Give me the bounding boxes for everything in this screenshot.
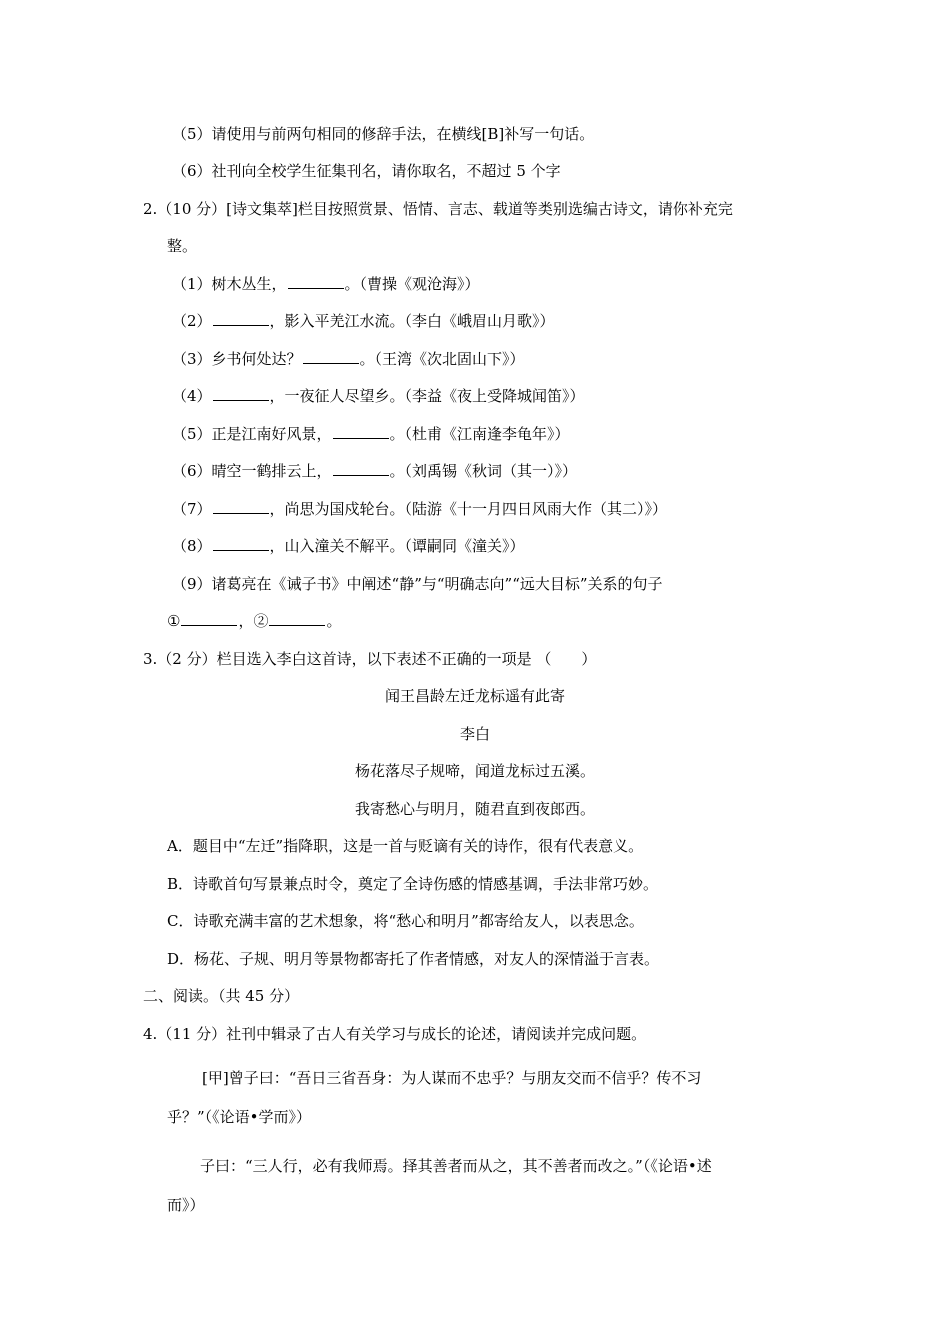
q2-stem-cont: 整。 <box>167 237 198 255</box>
poem-line-1: 杨花落尽子规啼，闻道龙标过五溪。 <box>354 762 595 780</box>
q2-item-7: （7） ，尚思为国戍轮台。（陆游《十一月四日风雨大作（其二）》） <box>172 500 668 518</box>
answer-blank[interactable] <box>333 424 389 439</box>
answer-blank[interactable] <box>181 611 237 626</box>
answer-blank[interactable] <box>288 274 344 289</box>
q4-zi-line-2: 而》） <box>167 1196 205 1214</box>
q2-item-5: （5）正是江南好风景， 。（杜甫《江南逢李龟年》） <box>172 425 570 443</box>
q2-item-6: （6）晴空一鹤排云上， 。（刘禹锡《秋词（其一）》） <box>172 462 578 480</box>
q2-stem: 2.（10 分）[诗文集萃]栏目按照赏景、悟情、言志、载道等类别选编古诗文，请你补充完 <box>143 200 733 218</box>
answer-blank[interactable] <box>213 311 269 326</box>
q2-item-9-blanks: ① ，② 。 <box>167 612 342 630</box>
answer-blank[interactable] <box>213 386 269 401</box>
q3-option-c: C．诗歌充满丰富的艺术想象，将“愁心和明月”都寄给友人，以表思念。 <box>167 912 644 930</box>
q4-jia-line-1: [甲]曾子曰：“吾日三省吾身：为人谋而不忠乎？与朋友交而不信乎？传不习 <box>202 1069 702 1087</box>
q2-item-2: （2） ，影入平羌江水流。（李白《峨眉山月歌》） <box>172 312 555 330</box>
answer-blank[interactable] <box>269 611 325 626</box>
q3-option-b: B．诗歌首句写景兼点时令，奠定了全诗伤感的情感基调，手法非常巧妙。 <box>167 875 659 893</box>
section-heading: 二、阅读。（共 45 分） <box>143 987 300 1005</box>
q4-jia-line-2: 乎？”（《论语•学而》） <box>167 1108 312 1126</box>
q2-item-1: （1）树木丛生， 。（曹操《观沧海》） <box>172 275 480 293</box>
q3-option-d: D．杨花、子规、明月等景物都寄托了作者情感，对友人的深情溢于言表。 <box>167 950 660 968</box>
q1-item-6: （6）社刊向全校学生征集刊名，请你取名，不超过 5 个字 <box>172 162 561 180</box>
q4-zi-line-1: 子曰：“三人行，必有我师焉。择其善者而从之，其不善者而改之。”（《论语•述 <box>200 1157 712 1175</box>
q4-stem: 4.（11 分）社刊中辑录了古人有关学习与成长的论述，请阅读并完成问题。 <box>143 1025 647 1043</box>
q3-option-a: A．题目中“左迁”指降职，这是一首与贬谪有关的诗作，很有代表意义。 <box>167 837 644 855</box>
poem-title: 闻王昌龄左迁龙标遥有此寄 <box>384 687 565 705</box>
poem-author: 李白 <box>459 725 490 743</box>
q2-item-9: （9）诸葛亮在《诫子书》中阐述“静”与“明确志向”“远大目标”关系的句子 <box>172 575 663 593</box>
answer-blank[interactable] <box>213 536 269 551</box>
answer-blank[interactable] <box>303 349 359 364</box>
q1-item-5: （5）请使用与前两句相同的修辞手法，在横线[B]补写一句话。 <box>172 125 595 143</box>
answer-blank[interactable] <box>213 499 269 514</box>
q2-item-3: （3）乡书何处达？ 。（王湾《次北固山下》） <box>172 350 525 368</box>
q2-item-4: （4） ，一夜征人尽望乡。（李益《夜上受降城闻笛》） <box>172 387 585 405</box>
poem-line-2: 我寄愁心与明月，随君直到夜郎西。 <box>354 800 595 818</box>
q3-stem: 3.（2 分）栏目选入李白这首诗，以下表述不正确的一项是 （ ） <box>143 650 597 668</box>
q2-item-8: （8） ，山入潼关不解平。（谭嗣同《潼关》） <box>172 537 525 555</box>
answer-blank[interactable] <box>333 461 389 476</box>
